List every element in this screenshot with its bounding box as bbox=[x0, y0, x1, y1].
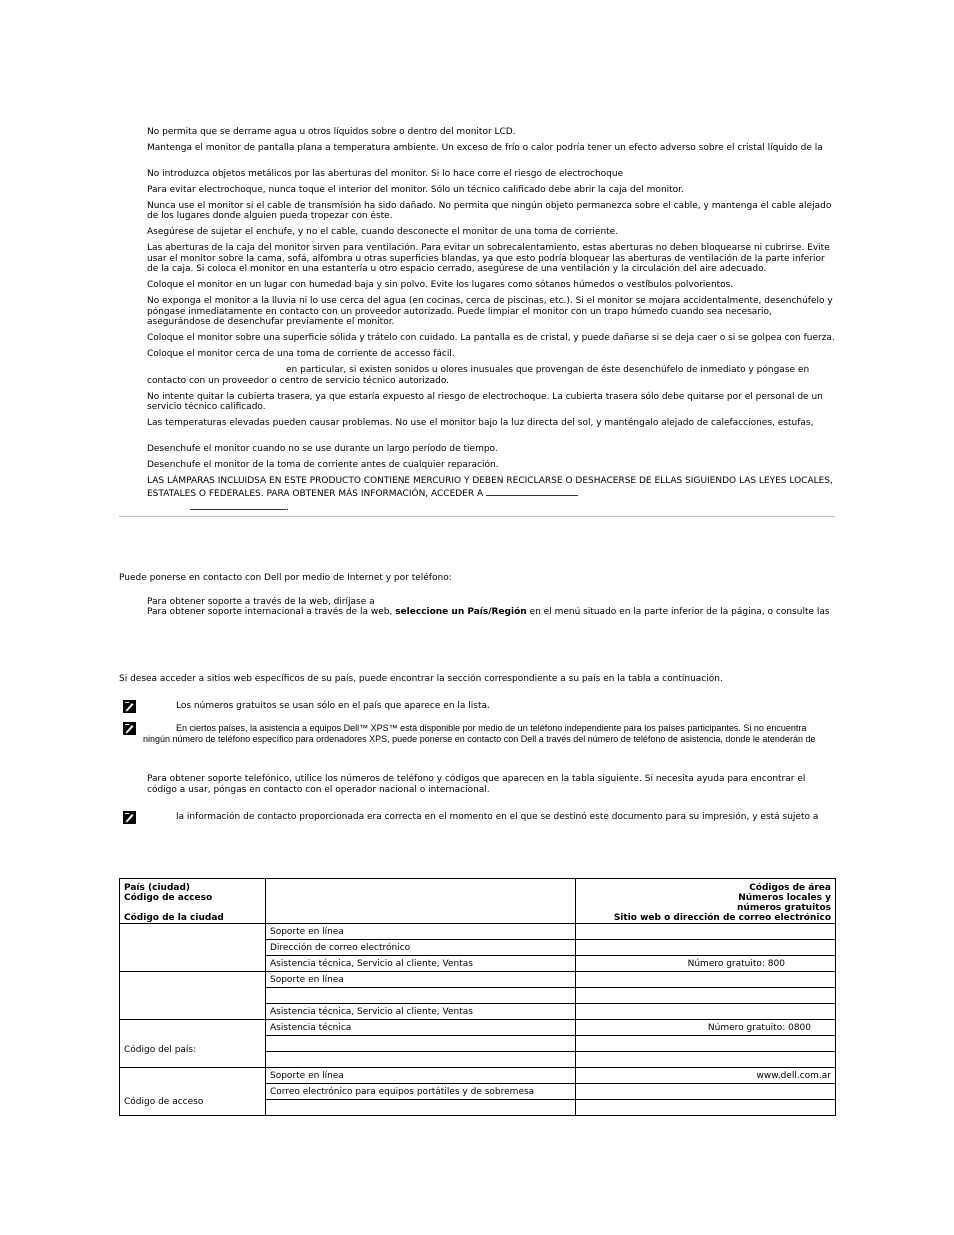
safety-item: Coloque el monitor sobre una superficie sólida y trátelo con cuidado. La pantalla es de cristal, y puede dañarse si se deja caer o si se golpea con fuerza. bbox=[147, 333, 835, 343]
country-cell bbox=[120, 924, 266, 972]
service-cell: Asistencia técnica bbox=[266, 1020, 576, 1036]
intl-support-pre: Para obtener soporte internacional a través de la web, bbox=[147, 607, 393, 617]
table-row bbox=[120, 972, 836, 988]
header-line: Código de la ciudad bbox=[124, 913, 224, 923]
safety-item: Nunca use el monitor si el cable de transmisión ha sido dañado. No permita que ningún objeto permanezca sobre el cable, y mantenga el cable alejado de los lugares donde alguien pueda tropezar con éste. bbox=[147, 200, 832, 221]
note-tollfree: Los números gratuitos se usan sólo en el país que aparece en la lista. bbox=[176, 701, 490, 711]
contact-cell bbox=[576, 988, 836, 1004]
service-cell: Dirección de correo electrónico bbox=[266, 940, 576, 956]
web-support-line: Para obtener soporte a través de la web, diríjase a bbox=[147, 597, 375, 607]
service-cell: Soporte en línea bbox=[266, 1068, 576, 1084]
safety-item: No permita que se derrame agua u otros líquidos sobre o dentro del monitor LCD. bbox=[147, 127, 516, 137]
safety-item: Desenchufe el monitor cuando no se use durante un largo período de tiempo. bbox=[147, 443, 498, 454]
note-xps-line1: En ciertos países, la asistencia a equipos Dell™ XPS™ está disponible por medio de un teléfono independiente para los países participantes. Si no encuentra bbox=[176, 723, 807, 733]
contact-cell bbox=[576, 924, 836, 940]
service-cell bbox=[266, 988, 576, 1004]
safety-item: Asegúrese de sujetar el enchufe, y no el cable, cuando desconecte el monitor de una toma de corriente. bbox=[147, 227, 619, 237]
header-line bbox=[124, 903, 261, 913]
contact-cell bbox=[576, 1036, 836, 1052]
table-row bbox=[120, 1068, 836, 1084]
service-cell: Soporte en línea bbox=[266, 924, 576, 940]
contact-cell bbox=[576, 1052, 836, 1068]
service-cell bbox=[266, 1100, 576, 1116]
safety-item: Las aberturas de la caja del monitor sirven para ventilación. Para evitar un sobrecalentamiento, estas aberturas no deben bloquearse ni cubrirse. Evite usar el monitor sobre la cama, sofá, alfombra u otras superficies blandas, ya que esto podría bloquear las aberturas de ventilación de la parte inferior de la caja. Si coloca el monitor en una estantería u otro espacio cerrado, asegúrese de una ventilación y la circulación del aire adecuado. bbox=[147, 243, 830, 274]
contact-cell: Número gratuito: 0800 bbox=[576, 1020, 836, 1036]
header-line: Códigos de área bbox=[749, 883, 831, 893]
table-row bbox=[120, 1020, 836, 1036]
safety-item: Para evitar electrochoque, nunca toque el interior del monitor. Sólo un técnico calificado debe abrir la caja del monitor. bbox=[147, 184, 684, 195]
contact-table bbox=[119, 878, 836, 1116]
safety-item: Las temperaturas elevadas pueden causar problemas. No use el monitor bajo la luz directa del sol, y manténgalo alejado de calefacciones, estufas, bbox=[147, 418, 814, 428]
safety-item: Coloque el monitor cerca de una toma de corriente de accesso fácil. bbox=[147, 349, 455, 359]
service-cell: Asistencia técnica, Servicio al cliente, Ventas bbox=[266, 1004, 576, 1020]
country-cell: Código del país: bbox=[120, 1020, 266, 1068]
service-cell: Asistencia técnica, Servicio al cliente, Ventas bbox=[266, 956, 576, 972]
header-line: Números locales y bbox=[738, 893, 831, 903]
contact-cell bbox=[576, 972, 836, 988]
country-cell: Código de acceso bbox=[120, 1068, 266, 1116]
phone-support: Para obtener soporte telefónico, utilice los números de teléfono y códigos que aparecen en la tabla siguiente. Si necesita ayuda para encontrar el código a usar, póngas en contacto con el operador nacional o internacional. bbox=[147, 774, 806, 795]
note-xps-line2: ningún número de teléfono específico para ordenadores XPS, puede ponerse en contacto con Dell a través del número de teléfono de asistencia, donde le atenderán de bbox=[143, 734, 816, 744]
header-service bbox=[266, 879, 576, 924]
safety-item-text: en particular, si existen sonidos u olores inusuales que provengan de éste desenchúfelo de inmediato y póngase en contacto con un proveedor o centro de servicio técnico autorizado. bbox=[147, 365, 810, 386]
safety-item: Desenchufe el monitor de la toma de corriente antes de cualquier reparación. bbox=[147, 459, 499, 470]
contact-cell bbox=[576, 1084, 836, 1100]
safety-item: No intente quitar la cubierta trasera, ya que estaría expuesto al riesgo de electrochoque. La cubierta trasera sólo debe quitarse por el personal de un servicio técnico calificado. bbox=[147, 391, 823, 412]
header-contact bbox=[576, 879, 836, 924]
lamp-warning-text: LAS LÁMPARAS INCLUIDSA EN ESTE PRODUCTO CONTIENE MERCURIO Y DEBEN RECICLARSE O DESHACERSE DE ELLAS SIGUIENDO LAS LEYES LOCALES, ESTATALES O FEDERALES. PARA OBTENER MÁS INFORMACIÓN, ACCEDER A bbox=[147, 475, 833, 499]
header-line: País (ciudad) bbox=[124, 883, 191, 893]
intl-support-bold: seleccione un País/Región bbox=[395, 607, 527, 617]
safety-item: Mantenga el monitor de pantalla plana a temperatura ambiente. Un exceso de frío o calor podría tener un efecto adverso sobre el cristal líquido de la bbox=[147, 143, 823, 153]
contact-cell: www.dell.com.ar bbox=[576, 1068, 836, 1084]
service-cell: Correo electrónico para equipos portátiles y de sobremesa bbox=[266, 1084, 576, 1100]
lamp-warning-suffix: . bbox=[286, 502, 289, 513]
contact-cell bbox=[576, 940, 836, 956]
contact-cell: Número gratuito: 800 bbox=[576, 956, 836, 972]
header-line: números gratuitos bbox=[737, 903, 831, 913]
service-cell bbox=[266, 1036, 576, 1052]
service-cell bbox=[266, 1052, 576, 1068]
contact-intro: Puede ponerse en contacto con Dell por medio de Internet y por teléfono: bbox=[119, 573, 452, 583]
table-header-row bbox=[120, 879, 836, 924]
safety-item: No introduzca objetos metálicos por las aberturas del monitor. Si lo hace corre el riesgo de electrochoque bbox=[147, 168, 624, 179]
contact-cell bbox=[576, 1004, 836, 1020]
country-sites-line: Si desea acceder a sitios web específicos de su país, puede encontrar la sección correspondiente a su país en la tabla a continuación. bbox=[119, 674, 723, 684]
note-contact-info: la información de contacto proporcionada era correcta en el momento en el que se destinó este documento para su impresión, y está sujeto a bbox=[176, 812, 819, 822]
header-line: Sitio web o dirección de correo electrónico bbox=[613, 913, 831, 923]
service-cell: Soporte en línea bbox=[266, 972, 576, 988]
intl-support-post: en el menú situado en la parte inferior de la página, o consulte las bbox=[529, 607, 830, 617]
country-cell bbox=[120, 972, 266, 1020]
table-row bbox=[120, 924, 836, 940]
safety-item: Coloque el monitor en un lugar con humedad baja y sin polvo. Evite los lugares como sótanos húmedos o vestíbulos polvorientos. bbox=[147, 280, 734, 290]
header-country bbox=[120, 879, 266, 924]
safety-item: No exponga el monitor a la lluvia ni lo use cerca del agua (en cocinas, cerca de piscinas, etc.). Si el monitor se mojara accidentalmente, desenchúfelo y póngase inmediatamente en contacto con un proveedor autorizado. Puede limpiar el monitor con un trapo húmedo cuando sea necesario, asegurándose de desenchufar previamente el monitor. bbox=[147, 296, 833, 327]
contact-cell bbox=[576, 1100, 836, 1116]
header-line: Código de acceso bbox=[124, 893, 213, 903]
